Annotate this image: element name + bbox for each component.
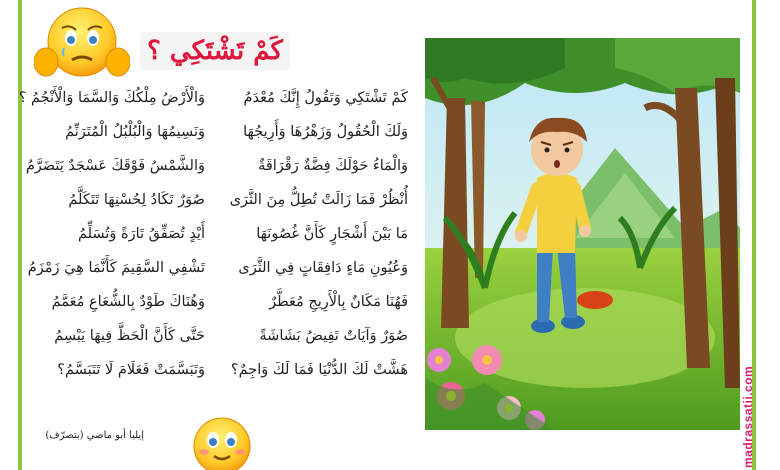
verse-first-hemistich: فَهُنَا مَكَانٌ بِالْأَرِيجِ مُعَطَّرٌ xyxy=(269,294,408,310)
verse-second-hemistich: وَتَبَسَّمَتْ فَعَلَامَ لَا تَتَبَسَّمُ؟ xyxy=(57,362,205,378)
sad-face-emoji-icon xyxy=(34,4,130,82)
verse-first-hemistich: أُنْظُرْ فَمَا زَالَتْ تُطِلُّ مِنَ الثَّرَى xyxy=(229,192,408,208)
verse-second-hemistich: وَالشَّمْسُ فَوْقَكَ عَسْجَدٌ يَتَضَرَّمُ xyxy=(25,158,205,174)
verse-first-hemistich: وَعُيُونِ مَاءٍ دَافِقَاتٍ فِي الثَّرَى xyxy=(238,260,408,276)
verse-second-hemistich: حَتَّى كَأَنَّ الْحَظَّ فِيهَا يَبْسِمُ xyxy=(54,328,205,344)
verse-row xyxy=(20,186,420,215)
verse-second-hemistich: وَالْأَرْضُ مِلْكُكَ وَالسَّمَا وَالْأَنْجُمُ ؟ xyxy=(18,90,205,106)
verse-row xyxy=(20,322,420,351)
verse-first-hemistich: مَا بَيْنَ أَشْجَارٍ كَأَنَّ غُصُونَهَا xyxy=(256,226,408,242)
verse-row xyxy=(20,356,420,385)
poet-attribution: إيليا أبو ماضي (بتصرّف) xyxy=(45,430,144,441)
verse-row xyxy=(20,254,420,283)
verse-second-hemistich: وَنَسِيمُهَا وَالْبُلْبُلُ الْمُتَرَنِّمُ xyxy=(65,124,205,140)
verse-first-hemistich: هَشَّتْ لَكَ الدُّنْيَا فَمَا لَكَ وَاجِمٌ؟ xyxy=(230,362,408,378)
verse-row xyxy=(20,220,420,249)
verse-second-hemistich: صُوَرٌ تَكَادُ لِحُسْنِهَا تَتَكَلَّمُ xyxy=(68,192,205,208)
verse-second-hemistich: تَشْفِي السَّقِيمَ كَأَنَّمَا هِيَ زَمْزَمُ xyxy=(27,260,205,276)
verse-first-hemistich: وَالْمَاءُ حَوْلَكَ فِضَّةٌ رَقْرَاقَةٌ xyxy=(258,158,408,174)
verse-first-hemistich: صُوَرٌ وَآيَاتٌ تَفِيضُ بَشَاشَةً xyxy=(259,328,408,344)
verse-row xyxy=(20,118,420,147)
verse-second-hemistich: أَيْدٍ تُصَفِّقُ تَارَةً وَتُسَلِّمُ xyxy=(77,226,205,242)
verse-row xyxy=(20,84,420,113)
forest-boy-illustration xyxy=(425,38,740,430)
site-watermark: madrassatii.com xyxy=(741,365,755,468)
poem-body xyxy=(20,84,420,414)
verse-first-hemistich: وَلَكَ الْحُقُولُ وَزَهْرُهَا وَأَرِيجُهَا xyxy=(243,124,408,140)
verse-second-hemistich: وَهُنَاكَ طَوْدٌ بِالشُّعَاعِ مُعَمَّمُ xyxy=(51,294,205,310)
verse-first-hemistich: كَمْ تَشْتَكِي وَتَقُولُ إِنَّكَ مُعْدَمُ xyxy=(243,90,408,106)
verse-row xyxy=(20,288,420,317)
verse-row xyxy=(20,152,420,181)
poem-title: كَمْ تَشْتَكِي ؟ xyxy=(140,32,290,70)
happy-face-emoji-icon xyxy=(186,414,258,470)
